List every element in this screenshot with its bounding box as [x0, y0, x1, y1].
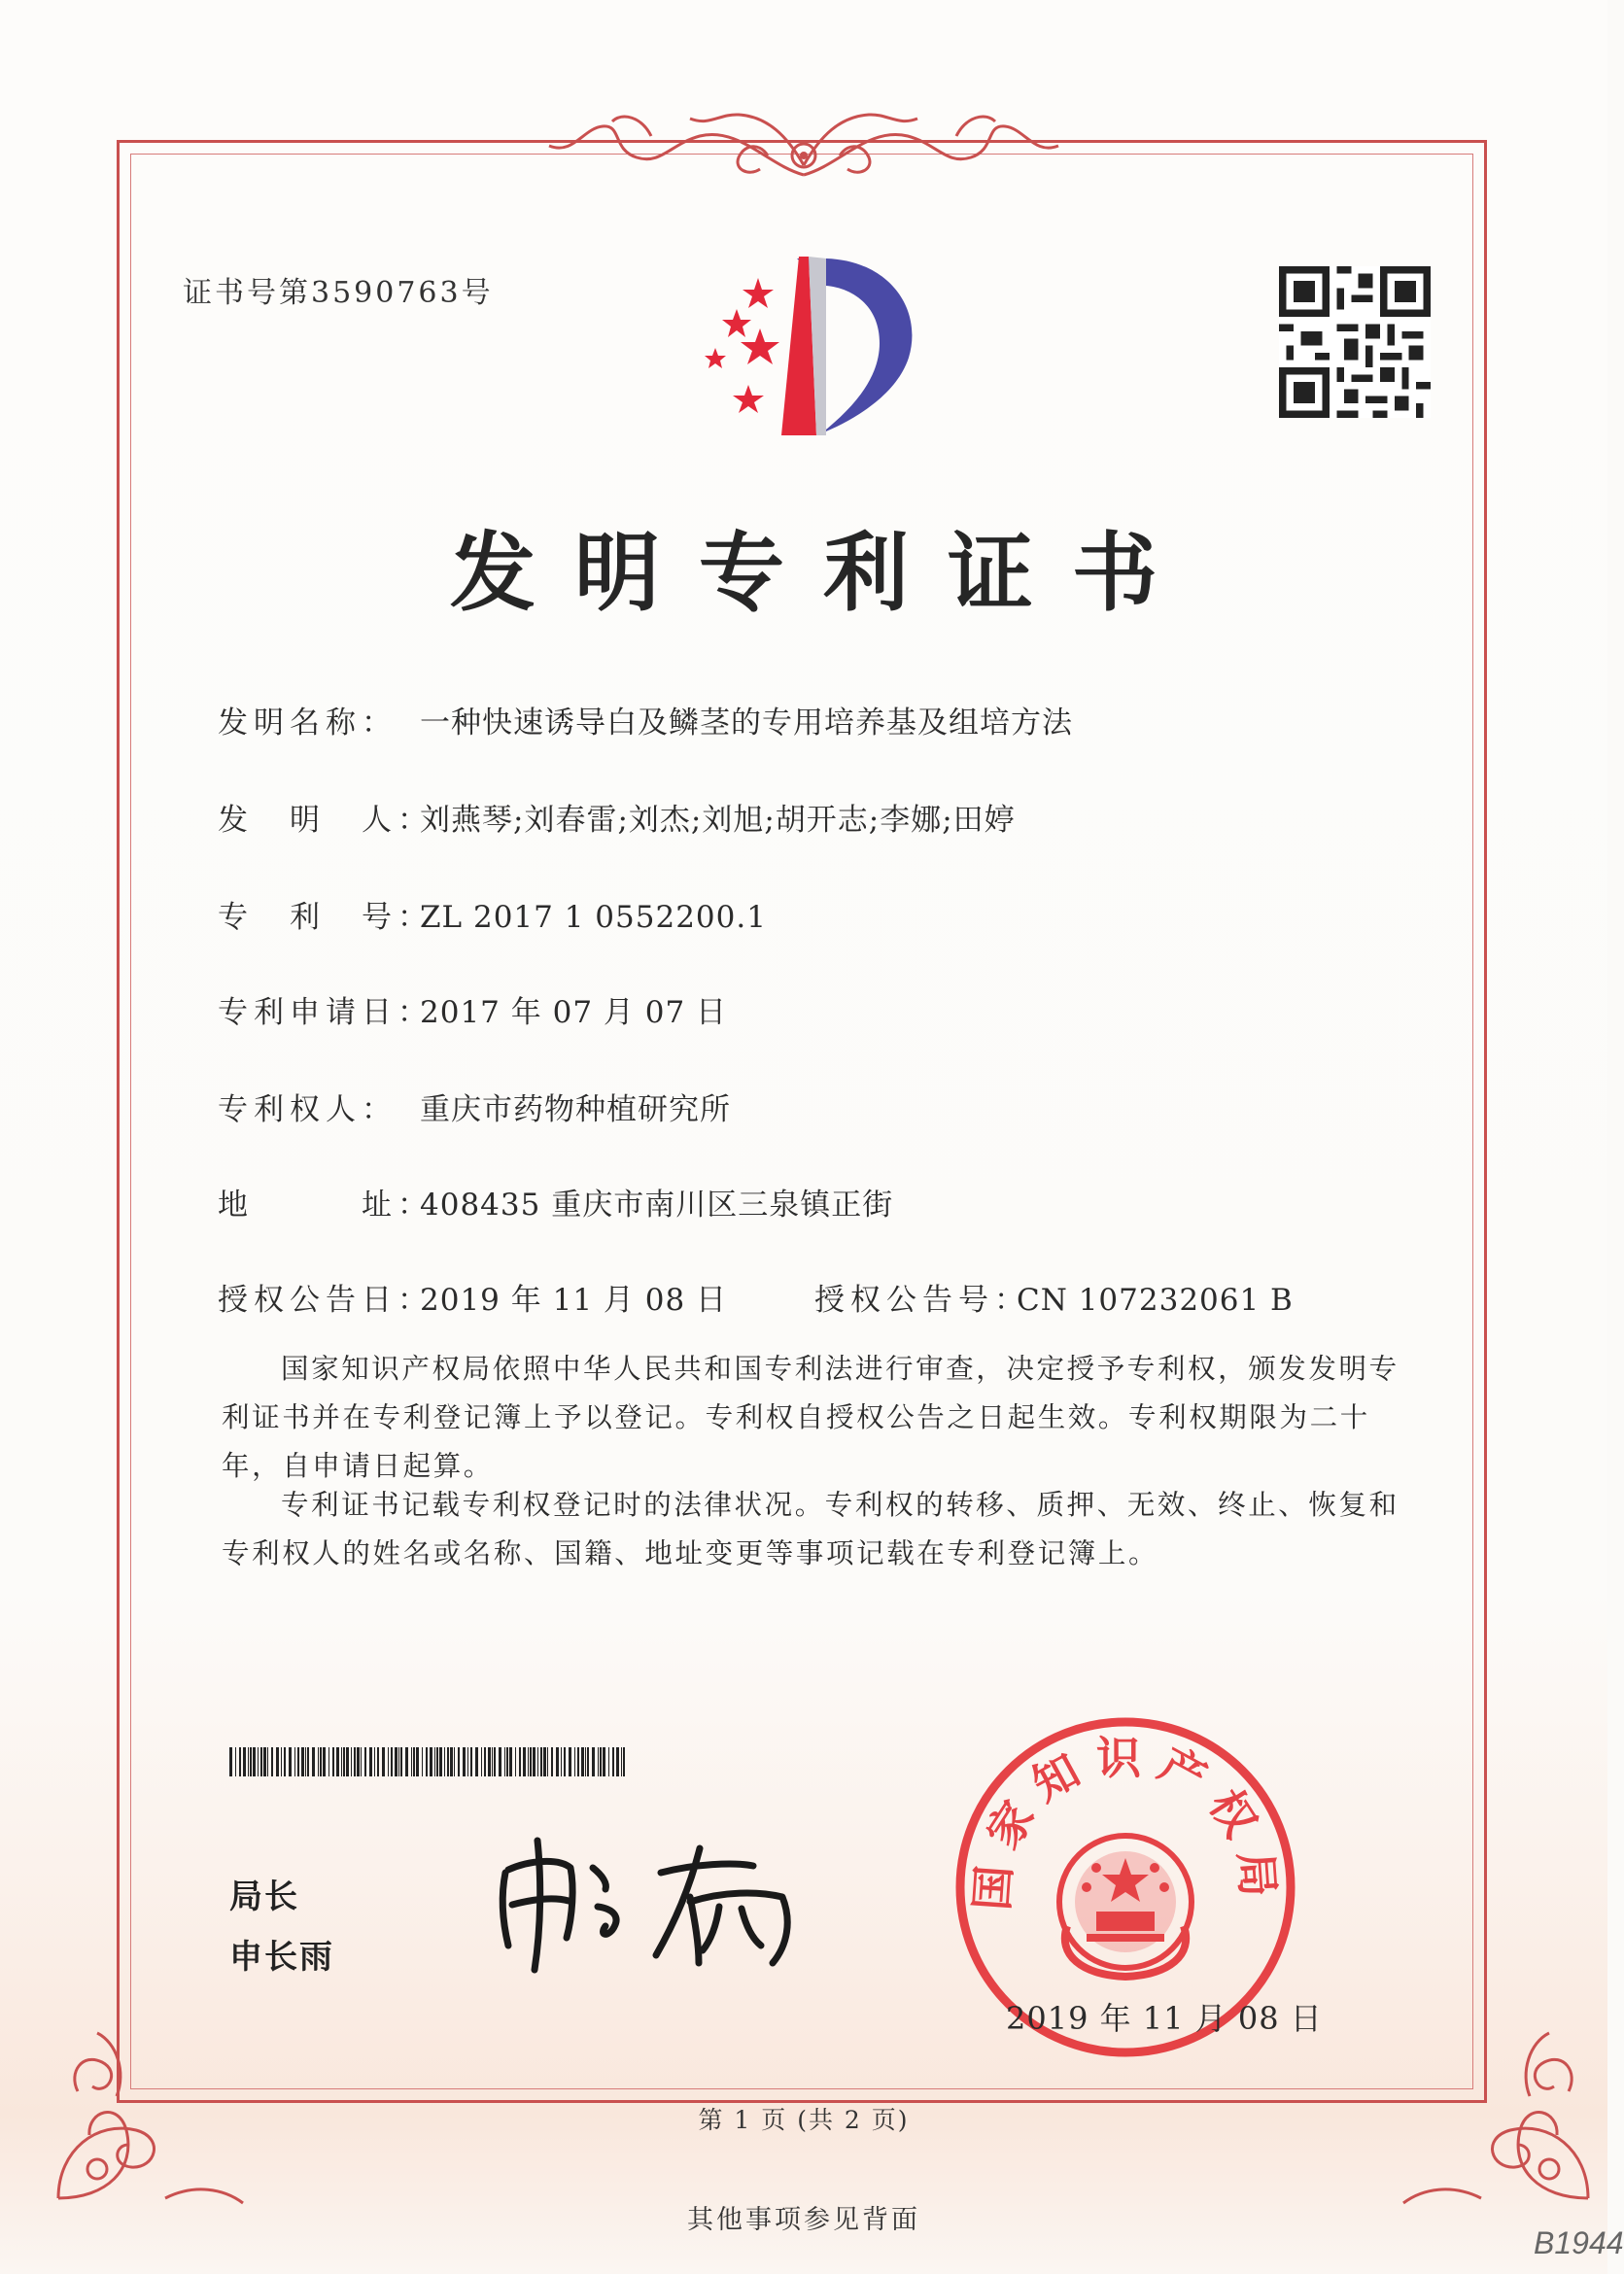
- barcode-bar: [294, 1747, 295, 1776]
- barcode-bar: [481, 1747, 482, 1776]
- seal-date: 2019 年 11 月 08 日: [1006, 2000, 1323, 2037]
- barcode-bar: [382, 1747, 385, 1776]
- barcode-bar: [318, 1747, 319, 1776]
- inventors-label: 发 明 人：: [218, 803, 433, 838]
- patentee-label: 专利权人：: [218, 1092, 397, 1127]
- barcode-bar: [248, 1747, 249, 1776]
- barcode-bar: [530, 1747, 532, 1776]
- barcode-bar: [551, 1747, 553, 1776]
- patent-office-logo-icon: [680, 251, 933, 445]
- barcode-bar: [398, 1747, 399, 1776]
- barcode-bar: [391, 1747, 393, 1776]
- barcode-bar: [332, 1747, 334, 1776]
- barcode-icon: [229, 1747, 628, 1776]
- barcode-bar: [533, 1747, 536, 1776]
- barcode-bar: [499, 1747, 501, 1776]
- barcode-bar: [320, 1747, 322, 1776]
- barcode-bar: [444, 1747, 445, 1776]
- barcode-bar: [377, 1747, 379, 1776]
- barcode-bar: [603, 1747, 605, 1776]
- barcode-bar: [523, 1747, 526, 1776]
- barcode-bar: [585, 1747, 586, 1776]
- barcode-bar: [436, 1747, 438, 1776]
- barcode-bar: [253, 1747, 256, 1776]
- barcode-bar: [388, 1747, 389, 1776]
- barcode-bar: [395, 1747, 397, 1776]
- bottom-right-ornament-icon: [1374, 1975, 1607, 2218]
- barcode-bar: [600, 1747, 602, 1776]
- margin-note: B1944: [1534, 2225, 1624, 2260]
- barcode-bar: [271, 1747, 273, 1776]
- top-ornament-icon: [544, 97, 1063, 187]
- barcode-bar: [561, 1747, 562, 1776]
- grant-date-label: 授权公告日：: [218, 1283, 433, 1318]
- invention-name-value: 一种快速诱导白及鳞茎的专用培养基及组培方法: [420, 706, 1073, 741]
- barcode-bar: [484, 1747, 486, 1776]
- application-date-field: [218, 987, 727, 1031]
- barcode-bar: [343, 1747, 345, 1776]
- application-date-label: 专利申请日：: [218, 995, 433, 1030]
- barcode-bar: [297, 1747, 299, 1776]
- barcode-bar: [547, 1747, 548, 1776]
- barcode-bar: [361, 1747, 362, 1776]
- barcode-bar: [413, 1747, 415, 1776]
- barcode-bar: [323, 1747, 326, 1776]
- barcode-bar: [519, 1747, 521, 1776]
- barcode-bar: [506, 1747, 508, 1776]
- barcode-bar: [515, 1747, 516, 1776]
- barcode-bar: [239, 1747, 241, 1776]
- invention-name-label: 发明名称：: [218, 706, 397, 741]
- address-label: 地 址：: [218, 1188, 433, 1223]
- patent-number-field: [218, 892, 767, 936]
- barcode-bar: [543, 1747, 546, 1776]
- barcode-bar: [574, 1747, 575, 1776]
- qr-code-icon: [1279, 266, 1431, 418]
- barcode-bar: [458, 1747, 460, 1776]
- invention-name-field: [218, 698, 1073, 741]
- barcode-bar: [312, 1747, 315, 1776]
- barcode-bar: [243, 1747, 246, 1776]
- barcode-bar: [346, 1747, 349, 1776]
- application-date-value: 2017 年 07 月 07 日: [420, 995, 728, 1030]
- barcode-bar: [369, 1747, 372, 1776]
- barcode-bar: [598, 1747, 599, 1776]
- barcode-bar: [336, 1747, 339, 1776]
- director-title: 局长: [229, 1878, 299, 1916]
- grant-number-value: CN 107232061 B: [1017, 1283, 1294, 1318]
- barcode-bar: [592, 1747, 595, 1776]
- barcode-bar: [276, 1747, 279, 1776]
- barcode-bar: [305, 1747, 306, 1776]
- barcode-bar: [426, 1747, 428, 1776]
- barcode-bar: [528, 1747, 529, 1776]
- barcode-bar: [364, 1747, 366, 1776]
- bottom-left-ornament-icon: [39, 1975, 272, 2218]
- footer-note: 其他事项参见背面: [687, 2205, 920, 2235]
- barcode-bar: [608, 1747, 609, 1776]
- barcode-bar: [260, 1747, 262, 1776]
- barcode-bar: [504, 1747, 505, 1776]
- grant-number-label: 授权公告号：: [814, 1283, 1030, 1318]
- address-field: [218, 1180, 893, 1223]
- patent-number-label: 专 利 号：: [218, 900, 433, 935]
- barcode-bar: [587, 1747, 589, 1776]
- seal-text: 国家知识产权局: [965, 1732, 1286, 1912]
- director-name: 申长雨: [229, 1938, 334, 1977]
- patentee-field: [218, 1085, 731, 1128]
- barcode-bar: [374, 1747, 375, 1776]
- director-signature-icon: [491, 1829, 841, 1975]
- barcode-bar: [616, 1747, 619, 1776]
- certificate-number: 证书号第3590763号: [183, 276, 494, 310]
- barcode-bar: [488, 1747, 491, 1776]
- barcode-bar: [492, 1747, 493, 1776]
- barcode-bar: [621, 1747, 622, 1776]
- barcode-bar: [537, 1747, 538, 1776]
- barcode-bar: [467, 1747, 468, 1776]
- inventors-value: 刘燕琴;刘春雷;刘杰;刘旭;胡开志;李娜;田婷: [420, 803, 1016, 838]
- barcode-bar: [556, 1747, 559, 1776]
- barcode-bar: [416, 1747, 419, 1776]
- barcode-bar: [475, 1747, 478, 1776]
- barcode-bar: [281, 1747, 282, 1776]
- grant-number-field: [814, 1275, 1294, 1319]
- certificate-title: 发明专利证书: [449, 523, 1196, 623]
- barcode-bar: [354, 1747, 356, 1776]
- barcode-bar: [569, 1747, 571, 1776]
- barcode-bar: [284, 1747, 286, 1776]
- barcode-bar: [400, 1747, 402, 1776]
- barcode-bar: [357, 1747, 360, 1776]
- barcode-bar: [250, 1747, 252, 1776]
- barcode-bar: [434, 1747, 435, 1776]
- barcode-bar: [289, 1747, 292, 1776]
- barcode-bar: [267, 1747, 268, 1776]
- barcode-bar: [470, 1747, 472, 1776]
- barcode-bar: [439, 1747, 442, 1776]
- barcode-bar: [450, 1747, 453, 1776]
- barcode-bar: [454, 1747, 455, 1776]
- barcode-bar: [581, 1747, 584, 1776]
- legal-paragraph-2: 专利证书记载专利权登记时的法律状况。专利权的转移、质押、无效、终止、恢复和专利权人的姓名或名称、国籍、地址变更等事项记载在专利登记簿上。: [222, 1489, 1399, 1569]
- barcode-bar: [263, 1747, 266, 1776]
- barcode-bar: [430, 1747, 432, 1776]
- barcode-bar: [422, 1747, 423, 1776]
- barcode-bar: [509, 1747, 512, 1776]
- barcode-bar: [540, 1747, 542, 1776]
- barcode-bar: [612, 1747, 614, 1776]
- barcode-bar: [564, 1747, 566, 1776]
- patent-number-value: ZL 2017 1 0552200.1: [420, 900, 767, 935]
- barcode-bar: [328, 1747, 329, 1776]
- barcode-bar: [494, 1747, 496, 1776]
- barcode-bar: [447, 1747, 449, 1776]
- grant-date-value: 2019 年 11 月 08 日: [420, 1283, 728, 1318]
- barcode-bar: [258, 1747, 259, 1776]
- barcode-bar: [411, 1747, 412, 1776]
- barcode-bar: [577, 1747, 579, 1776]
- barcode-bar: [301, 1747, 304, 1776]
- patentee-value: 重庆市药物种植研究所: [420, 1092, 731, 1127]
- barcode-bar: [405, 1747, 408, 1776]
- barcode-bar: [351, 1747, 352, 1776]
- grant-date-field: [218, 1275, 727, 1319]
- barcode-bar: [235, 1747, 236, 1776]
- address-value: 408435 重庆市南川区三泉镇正街: [420, 1188, 894, 1223]
- page-number: 第 1 页 (共 2 页): [698, 2106, 910, 2134]
- inventors-field: [218, 795, 1016, 839]
- barcode-bar: [463, 1747, 466, 1776]
- barcode-bar: [307, 1747, 309, 1776]
- barcode-bar: [623, 1747, 625, 1776]
- barcode-bar: [341, 1747, 342, 1776]
- legal-paragraph-1: 国家知识产权局依照中华人民共和国专利法进行审查，决定授予专利权，颁发发明专利证书并在专利登记簿上予以登记。专利权自授权公告之日起生效。专利权期限为二十年，自申请日起算。: [222, 1353, 1399, 1482]
- barcode-bar: [229, 1747, 232, 1776]
